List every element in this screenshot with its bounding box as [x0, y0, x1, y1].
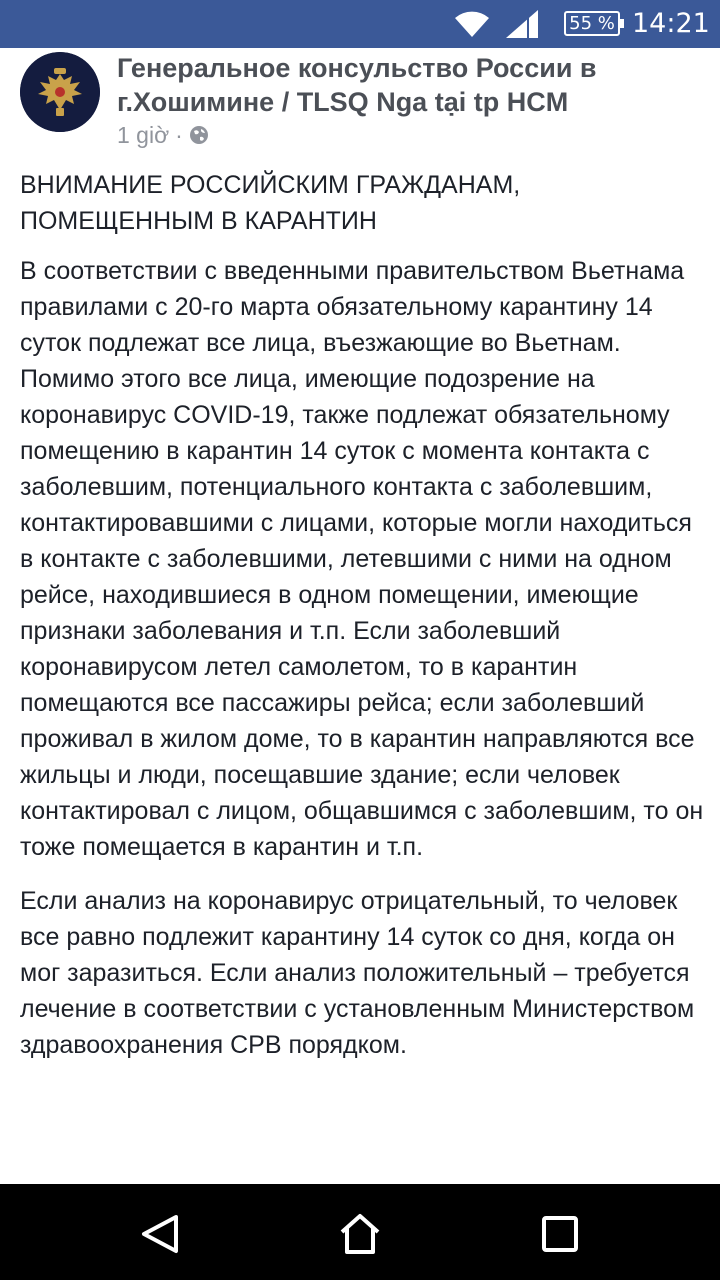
post-headline: ВНИМАНИЕ РОССИЙСКИМ ГРАЖДАНАМ, ПОМЕЩЕННЫМ В КАРАНТИН [20, 171, 521, 235]
post-time[interactable]: 1 giờ [117, 122, 170, 148]
post-meta [117, 122, 209, 148]
post-paragraph-1: В соответствии с введенными правительством Вьетнама правилами с 20-го марта обязательному карантину 14 суток подлежат все лица, въезжающие во Вьетнам. Помимо этого все лица, имеющие подозрение на коронавирус COVID-19, также подлежат обязательному помещению в карантин 14 суток с момента контакта с заболевшим, потенциального контакта с заболевшим, контактировавшими с лицами, которые могли находиться в контакте с заболевшими, летевшими с ними на одном рейсе, находившиеся в одном помещении, имеющие признаки заболевания и т.п. Если заболевший коронавирусом летел самолетом, то в карантин помещаются все пассажиры рейса; если заболевший проживал в жилом доме, то в карантин направляются все жильцы и люди, посещавшие здание; если человек контактировал с лицом, общавшимся с заболевшим, то он тоже помещается в карантин и т.п. [20, 257, 704, 861]
page-name-link[interactable]: Генеральное консульство России в г.Хошимине / TLSQ Nga tại tp HCM [117, 53, 597, 117]
recent-apps-button[interactable] [538, 1212, 582, 1256]
page-avatar[interactable] [20, 52, 100, 132]
wifi-icon [452, 8, 492, 40]
navigation-bar [0, 1184, 720, 1280]
signal-icon [504, 8, 540, 40]
home-button[interactable] [338, 1212, 382, 1256]
back-button[interactable] [138, 1212, 182, 1256]
post-paragraph-2: Если анализ на коронавирус отрицательный, то человек все равно подлежит карантину 14 суток со дня, когда он мог заразиться. Если анализ положительный – требуется лечение в соответствии с установленным Министерством здравоохранения СРВ порядком. [20, 887, 695, 1059]
meta-separator: · [175, 122, 183, 148]
globe-icon [189, 125, 209, 145]
post-body [20, 167, 710, 1063]
battery-indicator: 55 % [564, 11, 620, 36]
clock: 14:21 [632, 8, 710, 39]
coat-of-arms-icon [20, 52, 100, 132]
status-bar [0, 0, 720, 48]
